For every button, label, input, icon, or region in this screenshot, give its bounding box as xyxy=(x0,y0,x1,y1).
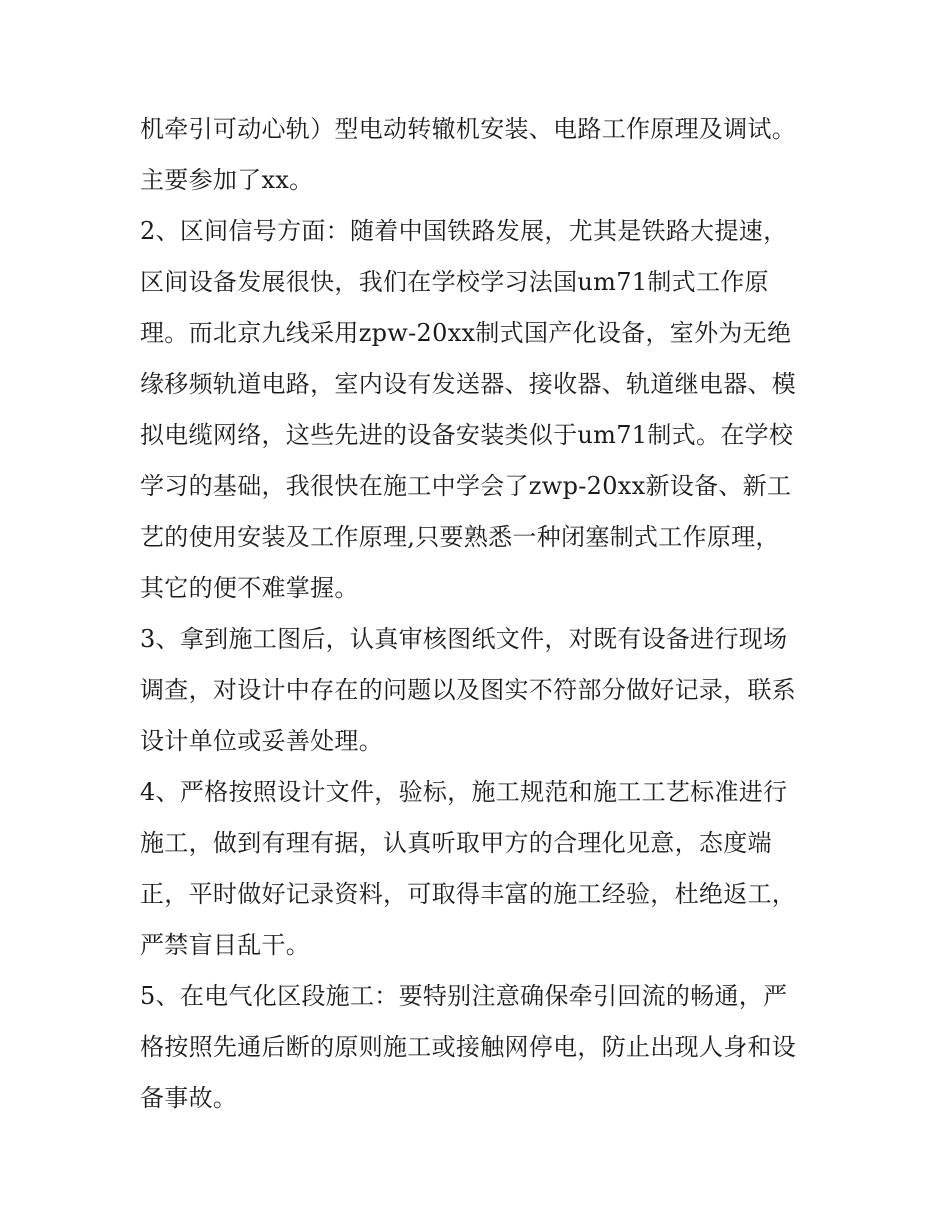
text-line: 调查，对设计中存在的问题以及图实不符部分做好记录，联系 xyxy=(140,676,797,704)
text-line: 主要参加了xx。 xyxy=(140,166,314,194)
document-body xyxy=(140,104,820,1124)
text-line: 4、严格按照设计文件，验标，施工规范和施工工艺标准进行 xyxy=(140,778,788,806)
text-line: 施工，做到有理有据，认真听取甲方的合理化见意，态度端 xyxy=(140,829,772,857)
text-line: 理。而北京九线采用zpw-20xx制式国产化设备，室外为无绝 xyxy=(140,319,792,347)
text-line: 2、区间信号方面：随着中国铁路发展，尤其是铁路大提速， xyxy=(140,217,788,245)
text-line: 区间设备发展很快，我们在学校学习法国um71制式工作原 xyxy=(140,268,769,296)
text-line: 机牵引可动心轨）型电动转辙机安装、电路工作原理及调试。 xyxy=(140,115,797,143)
text-line: 备事故。 xyxy=(140,1084,238,1112)
text-line: 格按照先通后断的原则施工或接触网停电，防止出现人身和设 xyxy=(140,1033,797,1061)
text-line: 严禁盲目乱干。 xyxy=(140,931,311,959)
text-line: 其它的便不难掌握。 xyxy=(140,574,359,602)
text-line: 3、拿到施工图后，认真审核图纸文件，对既有设备进行现场 xyxy=(140,625,788,653)
text-line: 正，平时做好记录资料，可取得丰富的施工经验，杜绝返工， xyxy=(140,880,797,908)
text-line: 5、在电气化区段施工：要特别注意确保牵引回流的畅通，严 xyxy=(140,982,788,1010)
text-line: 艺的使用安装及工作原理,只要熟悉一种闭塞制式工作原理， xyxy=(140,523,780,551)
text-line: 拟电缆网络，这些先进的设备安装类似于um71制式。在学校 xyxy=(140,421,794,449)
text-line: 学习的基础，我很快在施工中学会了zwp-20xx新设备、新工 xyxy=(140,472,792,500)
text-line: 设计单位或妥善处理。 xyxy=(140,727,383,755)
text-line: 缘移频轨道电路，室内设有发送器、接收器、轨道继电器、模 xyxy=(140,370,797,398)
